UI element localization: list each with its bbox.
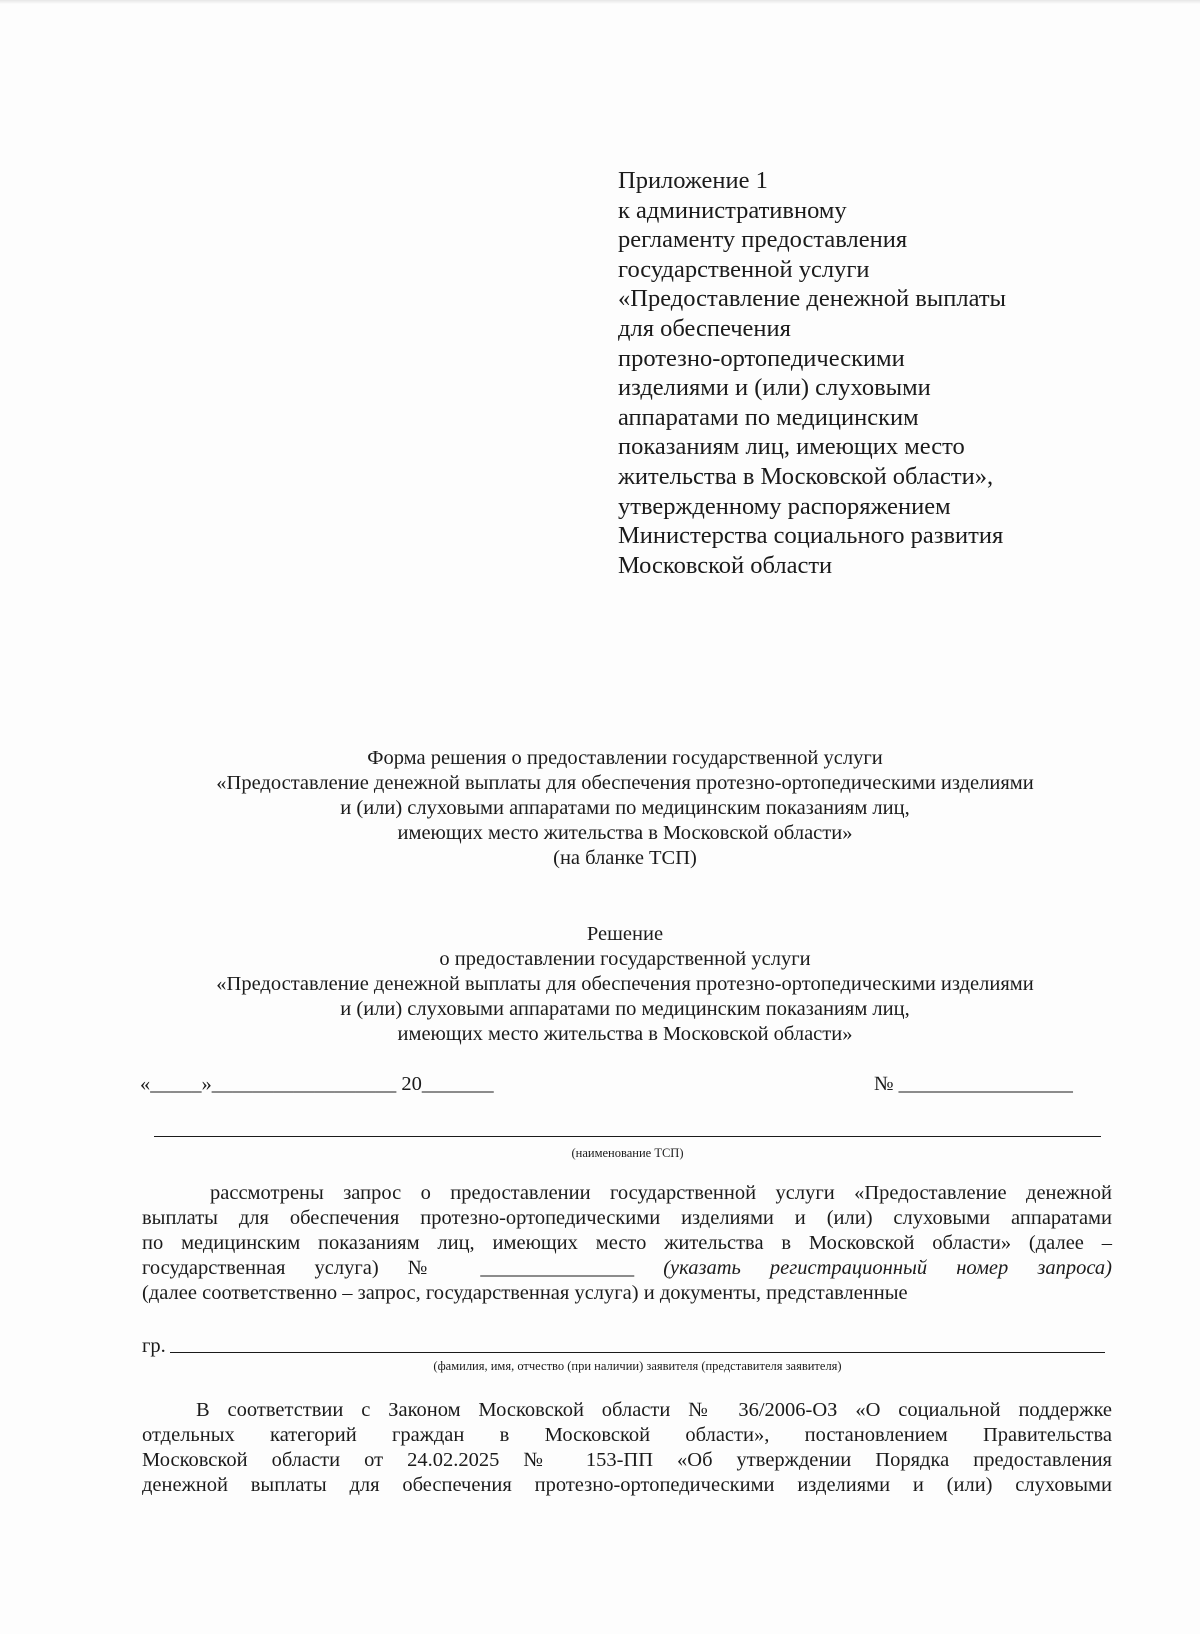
appendix-line: для обеспечения — [618, 314, 791, 342]
paragraph-line: рассмотрены запрос о предоставлении государственной услуги «Предоставление денежной — [210, 1182, 1112, 1204]
appendix-line: показаниям лиц, имеющих место — [618, 433, 965, 461]
date-number-row — [140, 1071, 1075, 1097]
decision-title-line: «Предоставление денежной выплаты для обеспечения протезно-ортопедическими изделиями — [216, 973, 1034, 995]
decision-title-line: и (или) слуховыми аппаратами по медицинским показаниям лиц, — [340, 998, 910, 1020]
paragraph-line: В соответствии с Законом Московской области № 36/2006-ОЗ «О социальной поддержке — [196, 1399, 1112, 1421]
decision-title-line: имеющих место жительства в Московской области» — [397, 1023, 853, 1045]
form-title-line: и (или) слуховыми аппаратами по медицинским показаниям лиц, — [340, 797, 910, 819]
law-paragraph — [142, 1398, 1112, 1498]
form-title-line: имеющих место жительства в Московской области» — [397, 822, 853, 844]
appendix-line: Московской области — [618, 551, 833, 579]
applicant-row — [142, 1334, 1107, 1359]
form-title — [130, 746, 1120, 871]
appendix-line: изделиями и (или) слуховыми — [618, 374, 931, 402]
decision-number-field[interactable]: № _________________ — [874, 1073, 1073, 1095]
form-title-line: «Предоставление денежной выплаты для обеспечения протезно-ортопедическими изделиями — [216, 772, 1034, 794]
tsp-name-caption: (наименование ТСП) — [571, 1146, 684, 1160]
decision-title — [130, 922, 1120, 1047]
appendix-line: аппаратами по медицинским — [618, 403, 919, 431]
registration-number-field[interactable]: государственная услуга) № _______________ — [142, 1257, 635, 1279]
paragraph-line — [142, 1256, 1112, 1281]
scan-edge — [0, 0, 1200, 4]
paragraph-line: (далее соответственно – запрос, государственная услуга) и документы, представленные — [142, 1282, 908, 1304]
appendix-line: Министерства социального развития — [618, 522, 1004, 550]
request-paragraph — [142, 1181, 1112, 1306]
paragraph-line: отдельных категорий граждан в Московской области», постановлением Правительства — [142, 1424, 1112, 1446]
appendix-line: жительства в Московской области», — [618, 462, 994, 490]
paragraph-line: по медицинским показаниям лиц, имеющих место жительства в Московской области» (далее – — [142, 1232, 1112, 1254]
form-title-line: (на бланке ТСП) — [553, 847, 697, 869]
registration-number-hint: (указать регистрационный номер запроса) — [663, 1257, 1113, 1279]
applicant-prefix: гр. — [142, 1335, 166, 1357]
appendix-header — [618, 166, 1098, 580]
form-title-line: Форма решения о предоставлении государственной услуги — [367, 747, 883, 769]
appendix-line: Приложение 1 — [618, 167, 768, 194]
appendix-line: протезно-ортопедическими — [618, 344, 905, 372]
decision-title-line: о предоставлении государственной услуги — [439, 948, 811, 970]
appendix-line: государственной услуги — [618, 255, 870, 283]
date-field[interactable]: «_____»__________________ 20_______ — [140, 1073, 494, 1095]
appendix-line: к административному — [618, 196, 847, 224]
paragraph-line: выплаты для обеспечения протезно-ортопедическими изделиями и (или) слуховыми аппаратами — [142, 1207, 1112, 1229]
applicant-name-field[interactable] — [170, 1352, 1105, 1353]
appendix-line: регламенту предоставления — [618, 226, 908, 254]
appendix-line: утвержденному распоряжением — [618, 492, 951, 520]
paragraph-line: Московской области от 24.02.2025 № 153-ПП «Об утверждении Порядка предоставления — [142, 1449, 1112, 1471]
applicant-caption: (фамилия, имя, отчество (при наличии) заявителя (представителя заявителя) — [433, 1359, 842, 1373]
paragraph-line: денежной выплаты для обеспечения протезно-ортопедическими изделиями и (или) слуховыми — [142, 1474, 1112, 1496]
appendix-line: «Предоставление денежной выплаты — [618, 285, 1007, 313]
tsp-name-field[interactable] — [154, 1136, 1101, 1137]
decision-title-line: Решение — [586, 923, 664, 945]
